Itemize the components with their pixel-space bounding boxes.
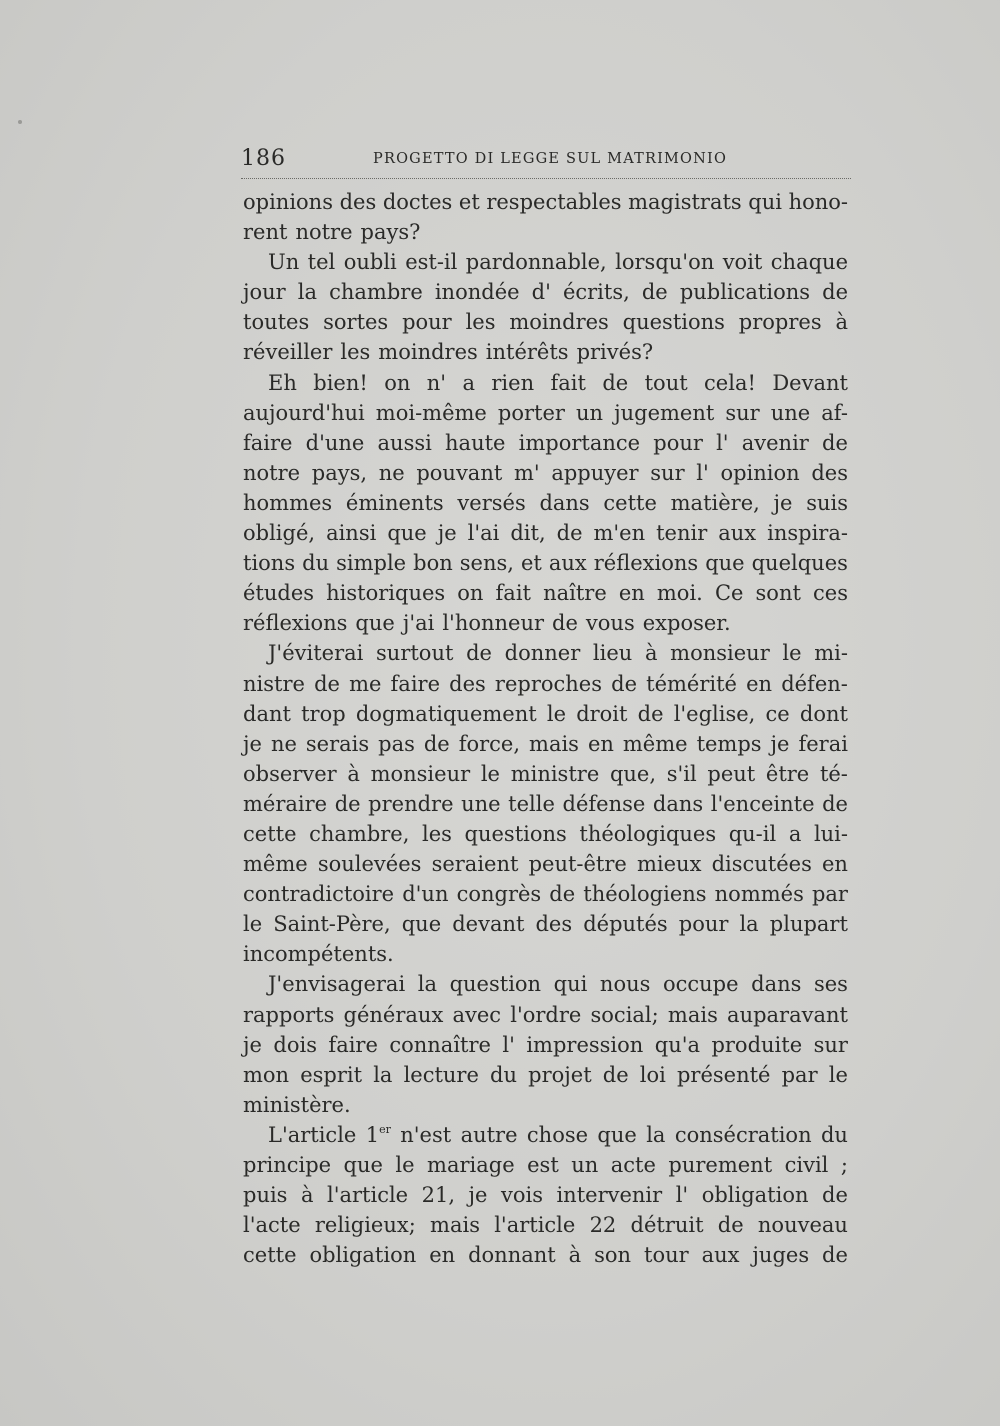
text-line: puis à l'article 21, je vois intervenir l' obligation de xyxy=(243,1183,848,1208)
text-line: le Saint-Père, que devant des députés pour la plupart xyxy=(243,912,848,937)
text-line: hommes éminents versés dans cette matière, je suis xyxy=(243,490,848,515)
text-line: observer à monsieur le ministre que, s'il peut être té- xyxy=(243,761,848,786)
text-line: obligé, ainsi que je l'ai dit, de m'en tenir aux inspira- xyxy=(243,521,848,546)
text-line: je ne serais pas de force, mais en même temps je ferai xyxy=(243,731,848,756)
text-line: aujourd'hui moi-même porter un jugement sur une af- xyxy=(243,400,848,425)
text-line: rapports généraux avec l'ordre social; mais auparavant xyxy=(243,1002,848,1027)
ink-speck xyxy=(18,120,22,124)
text-line: réveiller les moindres intérêts privés? xyxy=(243,340,654,365)
text-line: jour la chambre inondée d' écrits, de publications de xyxy=(243,280,848,305)
text-line: contradictoire d'un congrès de théologiens nommés par xyxy=(243,882,848,907)
page-number: 186 xyxy=(241,146,286,171)
text-line: faire d'une aussi haute importance pour l' avenir de xyxy=(243,430,848,455)
text-line: mon esprit la lecture du projet de loi présenté par le xyxy=(243,1062,848,1087)
text-line: même soulevées seraient peut-être mieux discutées en xyxy=(243,852,848,877)
text-line: opinions des doctes et respectables magistrats qui hono- xyxy=(243,190,848,214)
text-line: Eh bien! on n' a rien fait de tout cela! Devant xyxy=(268,370,848,395)
text-line: réflexions que j'ai l'honneur de vous exposer. xyxy=(243,611,731,636)
text-line: Un tel oubli est-il pardonnable, lorsqu'on voit chaque xyxy=(268,250,848,275)
text-line: notre pays, ne pouvant m' appuyer sur l' opinion des xyxy=(243,460,848,485)
page-header xyxy=(241,146,851,174)
text-line: cette chambre, les questions théologiques qu-il a lui- xyxy=(243,821,848,846)
text-line: l'acte religieux; mais l'article 22 détruit de nouveau xyxy=(243,1213,848,1238)
text-line: J'éviterai surtout de donner lieu à monsieur le mi- xyxy=(268,641,848,666)
text-line: cette obligation en donnant à son tour aux juges de xyxy=(243,1243,848,1268)
text-line: tions du simple bon sens, et aux réflexions que quelques xyxy=(243,551,848,576)
text-line: études historiques on fait naître en moi. Ce sont ces xyxy=(243,581,848,606)
body-text xyxy=(243,187,848,1270)
text-line: je dois faire connaître l' impression qu'a produite sur xyxy=(243,1032,848,1057)
text-line: toutes sortes pour les moindres questions propres à xyxy=(243,310,848,335)
text-line: rent notre pays? xyxy=(243,220,421,245)
text-line: principe que le mariage est un acte purement civil ; xyxy=(243,1153,848,1177)
running-title: PROGETTO DI LEGGE SUL MATRIMONIO xyxy=(373,151,728,167)
text-line: L'article 1er n'est autre chose que la consécration du xyxy=(268,1122,848,1147)
header-rule xyxy=(241,178,851,179)
text-line: dant trop dogmatiquement le droit de l'eglise, ce dont xyxy=(243,701,848,726)
text-line: méraire de prendre une telle défense dans l'enceinte de xyxy=(243,791,848,816)
text-line: J'envisagerai la question qui nous occupe dans ses xyxy=(268,972,848,997)
text-line: ministère. xyxy=(243,1092,351,1117)
text-line: nistre de me faire des reproches de témérité en défen- xyxy=(243,671,848,696)
text-line: incompétents. xyxy=(243,942,394,967)
